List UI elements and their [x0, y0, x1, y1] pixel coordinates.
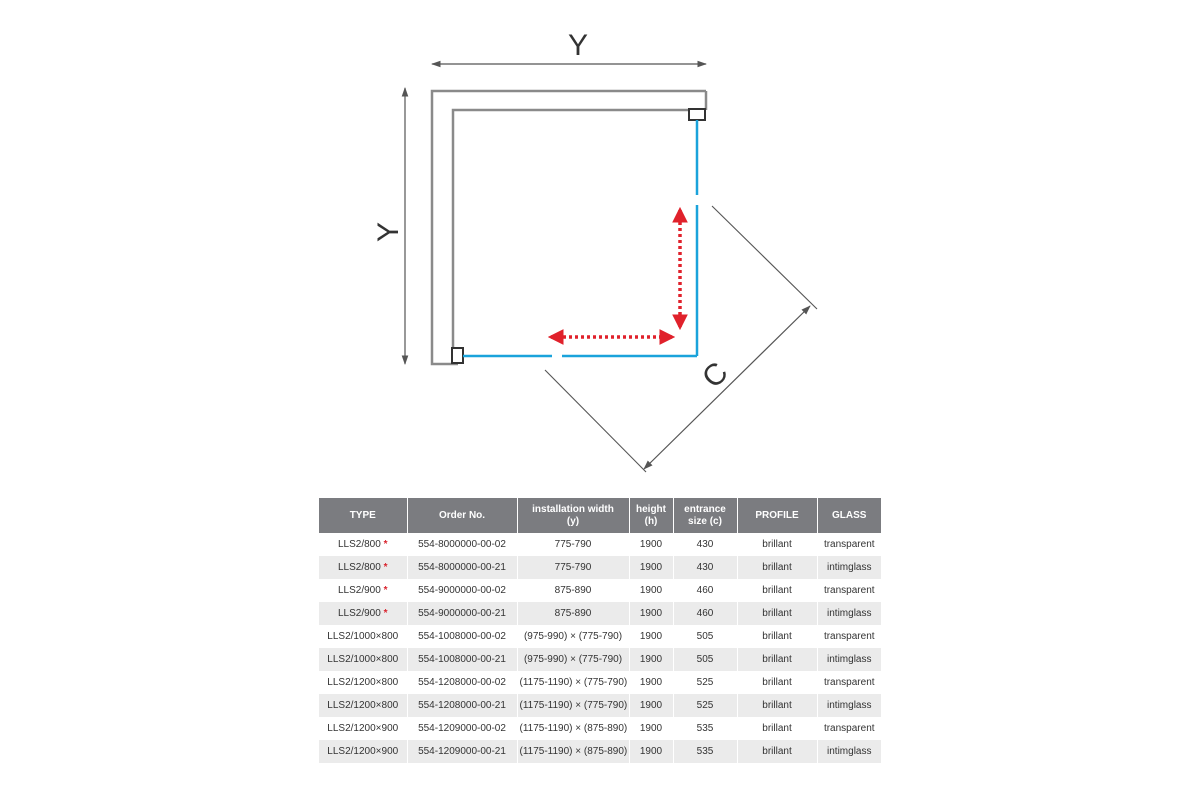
- cell-height: 1900: [629, 717, 673, 740]
- cell-glass: transparent: [817, 671, 881, 694]
- col-header-height-sub: (h): [644, 515, 658, 527]
- cell-type: LLS2/1200×900: [319, 740, 407, 763]
- table-row: [319, 625, 881, 648]
- star-marker: *: [383, 562, 388, 573]
- type-value: LLS2/900: [337, 585, 381, 596]
- type-value: LLS2/900: [337, 608, 381, 619]
- star-marker: *: [383, 585, 388, 596]
- cell-height: 1900: [629, 740, 673, 763]
- cell-order-no: 554-8000000-00-02: [407, 533, 517, 556]
- cell-type: [319, 579, 407, 602]
- cell-installation-width: 775-790: [517, 533, 629, 556]
- table-row: [319, 671, 881, 694]
- cell-order-no: 554-9000000-00-21: [407, 602, 517, 625]
- cell-height: 1900: [629, 533, 673, 556]
- col-header-height: [629, 498, 673, 533]
- cell-type: LLS2/1200×800: [319, 671, 407, 694]
- star-marker: *: [383, 539, 388, 550]
- cell-type: LLS2/1000×800: [319, 625, 407, 648]
- cell-profile: brillant: [737, 533, 817, 556]
- table-row: [319, 648, 881, 671]
- table-row: [319, 602, 881, 625]
- col-header-entrance-size-sub: size (c): [688, 515, 722, 527]
- col-header-type: TYPE: [319, 498, 407, 533]
- table-header-row: [319, 498, 881, 533]
- cell-height: 1900: [629, 602, 673, 625]
- wall-frame-outer: [432, 91, 706, 364]
- wall-frame-inner: [453, 110, 690, 352]
- col-header-installation-width-main: installation width: [532, 503, 614, 515]
- cell-type: [319, 556, 407, 579]
- cell-height: 1900: [629, 694, 673, 717]
- cell-order-no: 554-1008000-00-21: [407, 648, 517, 671]
- cell-profile: brillant: [737, 625, 817, 648]
- col-header-entrance-size-main: entrance: [684, 503, 726, 515]
- cell-glass: intimglass: [817, 740, 881, 763]
- cell-profile: brillant: [737, 717, 817, 740]
- cell-installation-width: (1175-1190) × (775-790): [517, 694, 629, 717]
- table-row: [319, 579, 881, 602]
- table-row: [319, 717, 881, 740]
- cell-height: 1900: [629, 556, 673, 579]
- cell-entrance-size: 535: [673, 717, 737, 740]
- cell-height: 1900: [629, 579, 673, 602]
- cell-installation-width: (975-990) × (775-790): [517, 625, 629, 648]
- cell-entrance-size: 505: [673, 648, 737, 671]
- cell-profile: brillant: [737, 740, 817, 763]
- table-row: [319, 533, 881, 556]
- cell-type: [319, 533, 407, 556]
- cell-installation-width: (1175-1190) × (775-790): [517, 671, 629, 694]
- type-value: LLS2/800: [337, 539, 381, 550]
- table-row: [319, 740, 881, 763]
- cell-glass: intimglass: [817, 602, 881, 625]
- col-header-order-no: Order No.: [407, 498, 517, 533]
- cell-glass: intimglass: [817, 694, 881, 717]
- cell-glass: transparent: [817, 533, 881, 556]
- cell-entrance-size: 430: [673, 556, 737, 579]
- cell-installation-width: 775-790: [517, 556, 629, 579]
- entrance-label: C: [695, 355, 735, 395]
- top-right-profile: [689, 109, 705, 120]
- entrance-dimension-line: [644, 306, 810, 469]
- col-header-profile: PROFILE: [737, 498, 817, 533]
- cell-type: LLS2/1000×800: [319, 648, 407, 671]
- table-row: [319, 556, 881, 579]
- col-header-entrance-size: [673, 498, 737, 533]
- cell-glass: intimglass: [817, 648, 881, 671]
- cell-profile: brillant: [737, 602, 817, 625]
- cell-entrance-size: 460: [673, 602, 737, 625]
- col-header-installation-width-sub: (y): [566, 515, 580, 527]
- cell-entrance-size: 505: [673, 625, 737, 648]
- cell-type: [319, 602, 407, 625]
- cell-entrance-size: 535: [673, 740, 737, 763]
- cell-installation-width: 875-890: [517, 602, 629, 625]
- col-header-glass: GLASS: [817, 498, 881, 533]
- cell-height: 1900: [629, 625, 673, 648]
- cell-profile: brillant: [737, 671, 817, 694]
- cell-entrance-size: 525: [673, 694, 737, 717]
- cell-order-no: 554-1209000-00-02: [407, 717, 517, 740]
- cell-installation-width: (975-990) × (775-790): [517, 648, 629, 671]
- cell-height: 1900: [629, 648, 673, 671]
- entrance-extension-line-top: [712, 206, 817, 309]
- cell-order-no: 554-1209000-00-21: [407, 740, 517, 763]
- col-header-installation-width: [517, 498, 629, 533]
- cell-order-no: 554-9000000-00-02: [407, 579, 517, 602]
- cell-glass: transparent: [817, 717, 881, 740]
- cell-order-no: 554-1008000-00-02: [407, 625, 517, 648]
- specification-table: [319, 498, 881, 763]
- cell-height: 1900: [629, 671, 673, 694]
- cell-glass: transparent: [817, 579, 881, 602]
- cell-entrance-size: 460: [673, 579, 737, 602]
- cell-profile: brillant: [737, 579, 817, 602]
- cell-type: LLS2/1200×900: [319, 717, 407, 740]
- cell-installation-width: (1175-1190) × (875-890): [517, 740, 629, 763]
- top-width-label: Y: [567, 29, 589, 62]
- cell-glass: transparent: [817, 625, 881, 648]
- cell-order-no: 554-1208000-00-21: [407, 694, 517, 717]
- entrance-extension-line-bottom: [545, 370, 646, 472]
- cell-profile: brillant: [737, 694, 817, 717]
- cell-entrance-size: 430: [673, 533, 737, 556]
- cell-installation-width: (1175-1190) × (875-890): [517, 717, 629, 740]
- cell-installation-width: 875-890: [517, 579, 629, 602]
- cell-glass: intimglass: [817, 556, 881, 579]
- table-row: [319, 694, 881, 717]
- cell-type: LLS2/1200×800: [319, 694, 407, 717]
- cell-order-no: 554-1208000-00-02: [407, 671, 517, 694]
- cell-profile: brillant: [737, 556, 817, 579]
- cell-profile: brillant: [737, 648, 817, 671]
- star-marker: *: [383, 608, 388, 619]
- type-value: LLS2/800: [337, 562, 381, 573]
- cell-order-no: 554-8000000-00-21: [407, 556, 517, 579]
- bottom-left-profile: [452, 348, 463, 363]
- col-header-height-main: height: [636, 503, 666, 515]
- cell-entrance-size: 525: [673, 671, 737, 694]
- side-width-label: Y: [372, 221, 405, 243]
